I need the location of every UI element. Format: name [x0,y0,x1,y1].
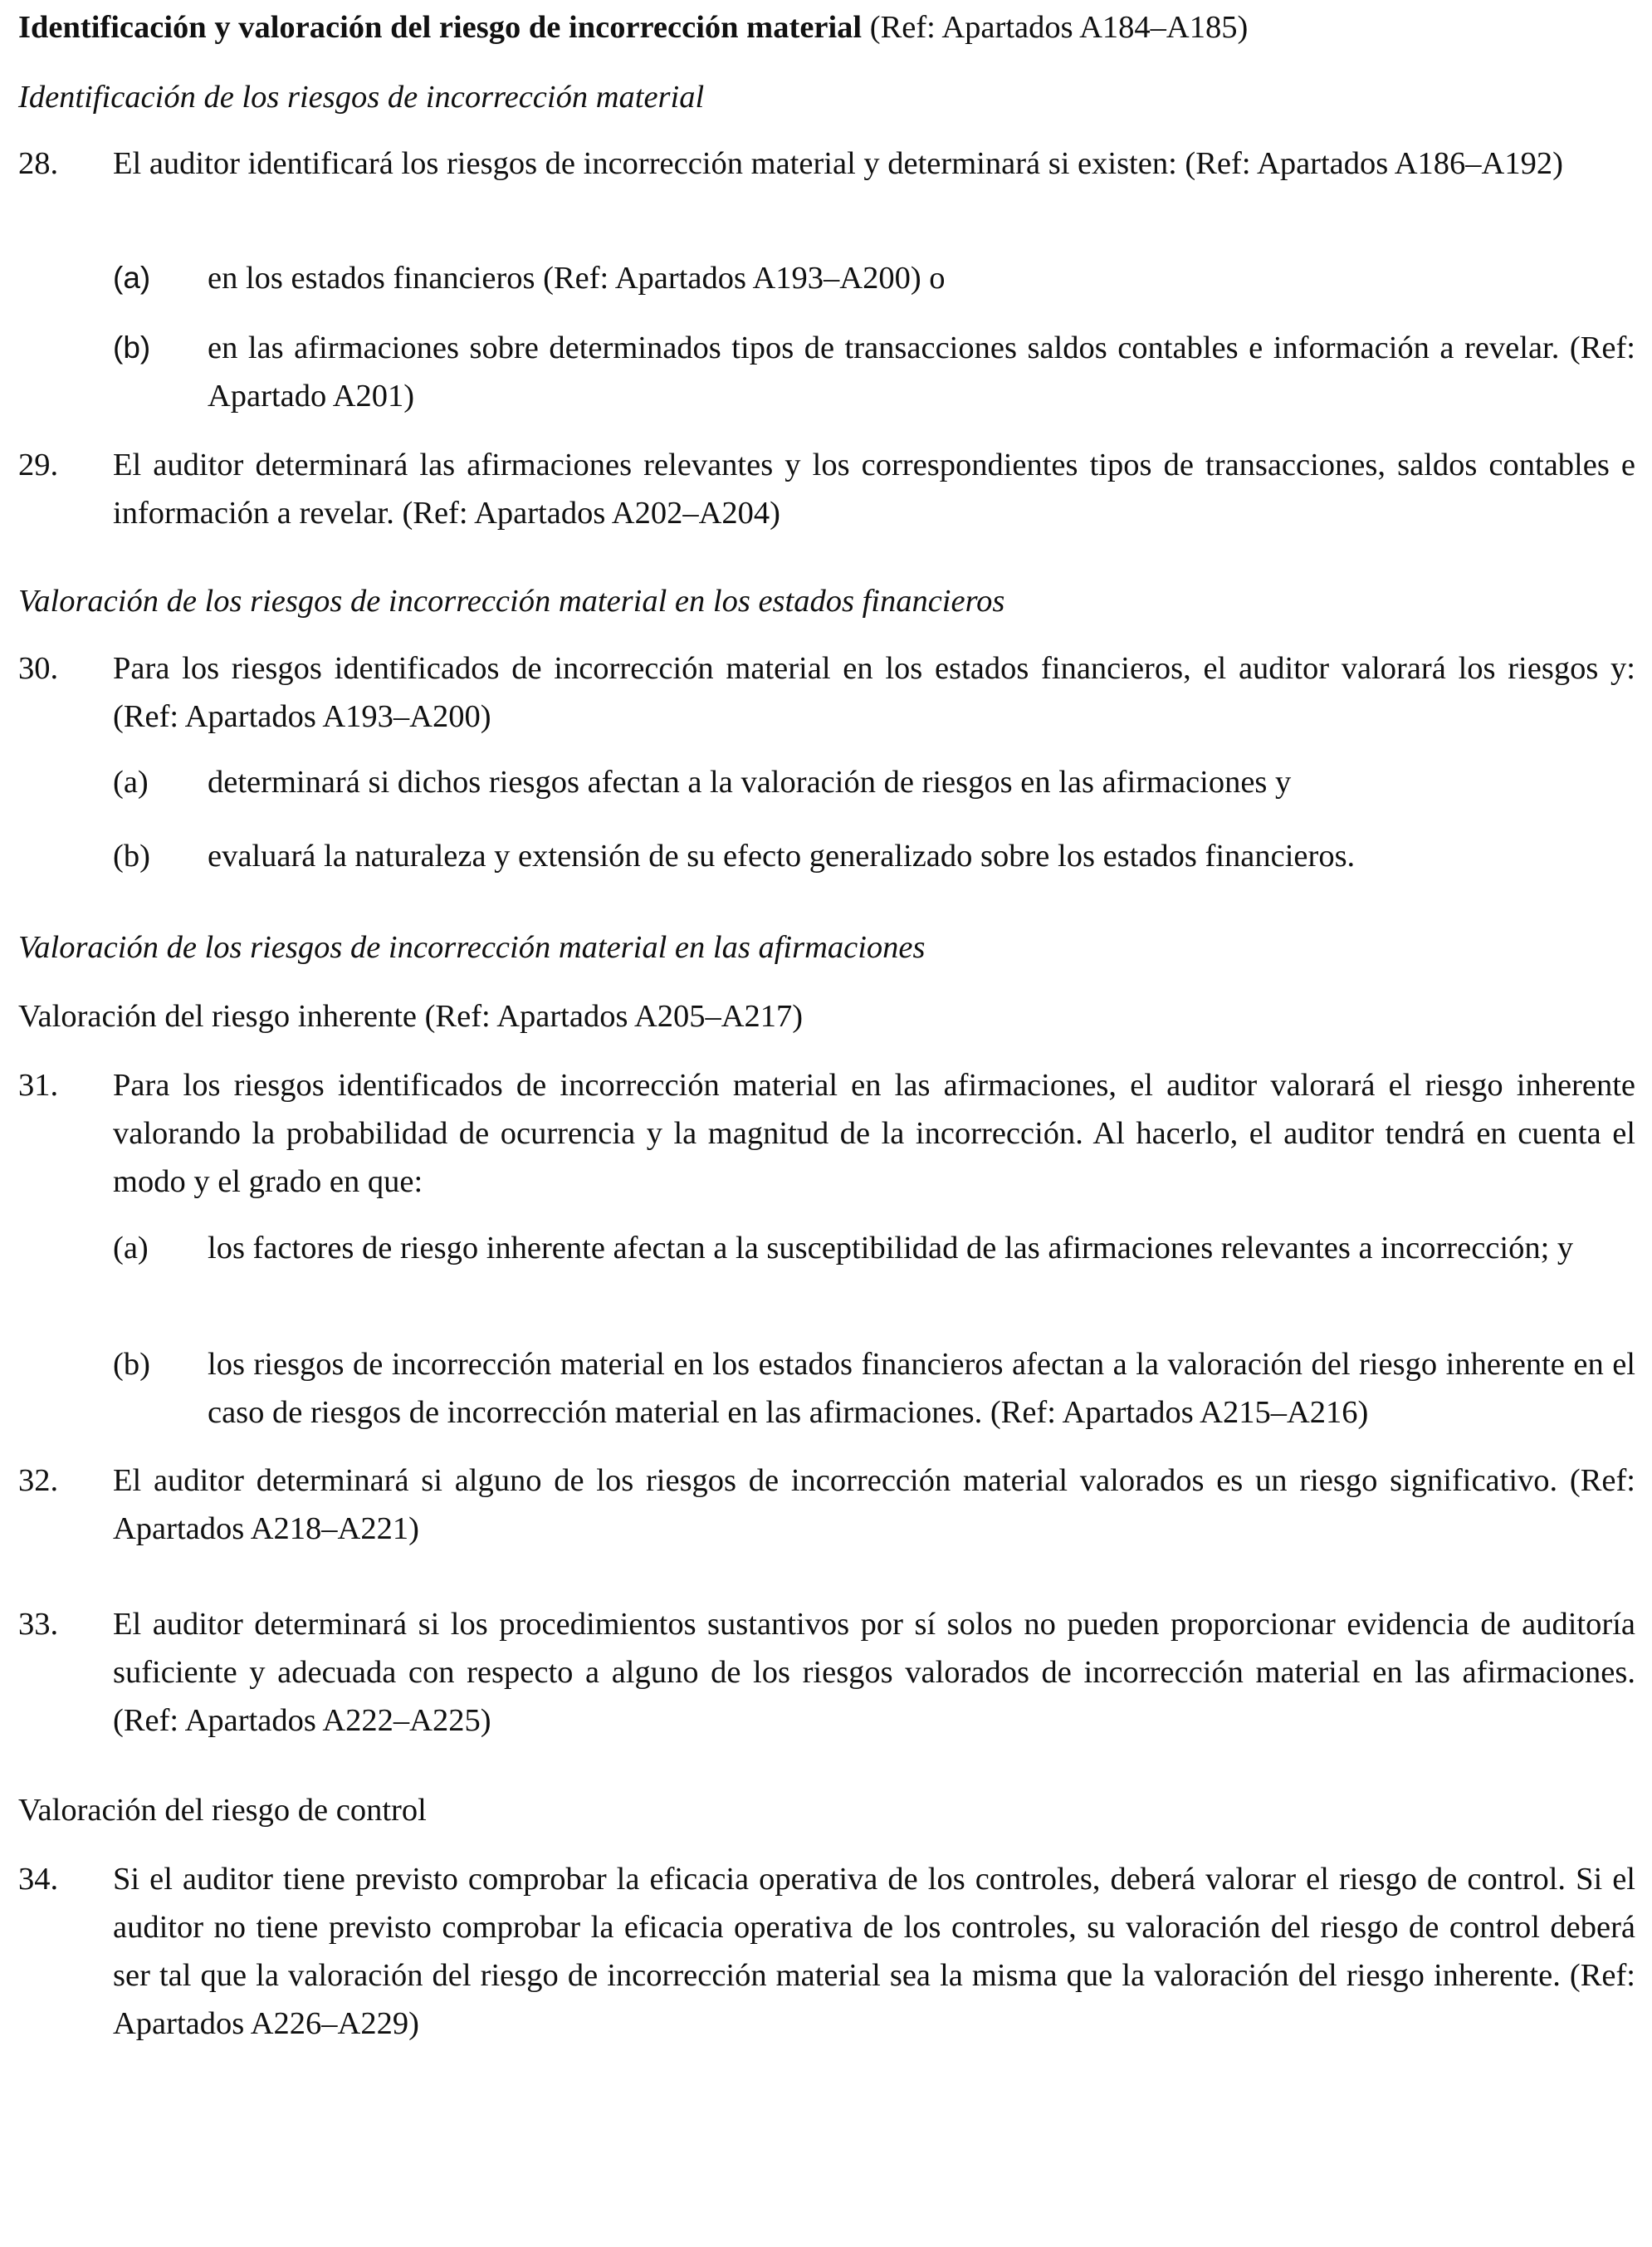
paragraph-33 [18,1600,1635,1745]
subitem-label: (b) [113,839,150,874]
subitem-31a [18,1224,1635,1272]
paragraph-number: 33. [18,1607,59,1642]
subitem-28b [18,324,1635,420]
paragraph-text: Para los riesgos identificados de incorrección material en los estados financieros, el auditor valorará los riesgos y: (Ref: Apartados A193–A200) [113,651,1635,734]
page-heading [18,3,1635,51]
subitem-30a [18,758,1635,806]
subitem-30b [18,832,1635,880]
paragraph-number: 32. [18,1463,59,1498]
paragraph-text: El auditor determinará las afirmaciones relevantes y los correspondientes tipos de transacciones, saldos contables e información a revelar. (Ref: Apartados A202–A204) [113,448,1635,531]
subitem-text: evaluará la naturaleza y extensión de su efecto generalizado sobre los estados financieros. [208,839,1356,874]
subitem-label: (a) [113,765,149,800]
paragraph-number: 31. [18,1068,59,1103]
heading-title: Identificación y valoración del riesgo de incorrección material [18,10,863,45]
subitem-text: en los estados financieros (Ref: Apartados A193–A200) o [208,261,946,296]
subitem-label: (b) [113,330,151,365]
paragraph-number: 28. [18,146,59,181]
paragraph-29 [18,441,1635,537]
subitem-28a [18,254,1635,302]
subitem-31b [18,1340,1635,1437]
subitem-label: (a) [113,1231,149,1265]
paragraph-28 [18,140,1635,188]
paragraph-30 [18,644,1635,741]
paragraph-text: El auditor determinará si los procedimientos sustantivos por sí solos no pueden proporcionar evidencia de auditoría suficiente y adecuada con respecto a alguno de los riesgos valorados de incorrección material en las afirmaciones. (Ref: Apartados A222–A225) [113,1607,1635,1738]
paragraph-34 [18,1855,1635,2048]
paragraph-number: 29. [18,448,59,482]
section-heading-afirmaciones: Valoración de los riesgos de incorrección material en las afirmaciones [18,930,926,965]
paragraph-number: 30. [18,651,59,686]
paragraph-text: Si el auditor tiene previsto comprobar la eficacia operativa de los controles, deberá valorar el riesgo de control. Si el auditor no tiene previsto comprobar la eficacia operativa de los controles, su valoración del riesgo de control deberá ser tal que la valoración del riesgo de incorrección material sea la misma que la valoración del riesgo inherente. (Ref: Apartados A226–A229) [113,1862,1635,2041]
paragraph-31 [18,1061,1635,1206]
paragraph-text: El auditor determinará si alguno de los riesgos de incorrección material valorados es un riesgo significativo. (Ref: Apartados A218–A221) [113,1463,1635,1546]
section-heading-identificacion: Identificación de los riesgos de incorrección material [18,80,705,115]
paragraph-text: Para los riesgos identificados de incorrección material en las afirmaciones, el auditor valorará el riesgo inherente valorando la probabilidad de ocurrencia y la magnitud de la incorrección. Al hacerlo, el auditor tendrá en cuenta el modo y el grado en que: [113,1068,1635,1199]
subitem-text: los factores de riesgo inherente afectan a la susceptibilidad de las afirmaciones relevantes a incorrección; y [208,1231,1574,1265]
subitem-label: (b) [113,1347,150,1382]
subsection-heading-riesgo-control: Valoración del riesgo de control [18,1793,427,1828]
paragraph-32 [18,1456,1635,1553]
paragraph-number: 34. [18,1862,59,1897]
paragraph-text: El auditor identificará los riesgos de incorrección material y determinará si existen: (Ref: Apartados A186–A192) [113,146,1563,181]
section-heading-estados-financieros: Valoración de los riesgos de incorrección material en los estados financieros [18,584,1005,619]
subitem-text: determinará si dichos riesgos afectan a la valoración de riesgos en las afirmaciones y [208,765,1292,800]
subitem-text: los riesgos de incorrección material en los estados financieros afectan a la valoración del riesgo inherente en el caso de riesgos de incorrección material en las afirmaciones. (Ref: Apartados A215–A216) [208,1347,1635,1430]
heading-ref: (Ref: Apartados A184–A185) [862,10,1249,45]
subitem-label: (a) [113,261,151,295]
subitem-text: en las afirmaciones sobre determinados tipos de transacciones saldos contables e información a revelar. (Ref: Apartado A201) [208,330,1635,414]
subsection-heading-riesgo-inherente: Valoración del riesgo inherente (Ref: Apartados A205–A217) [18,999,804,1034]
